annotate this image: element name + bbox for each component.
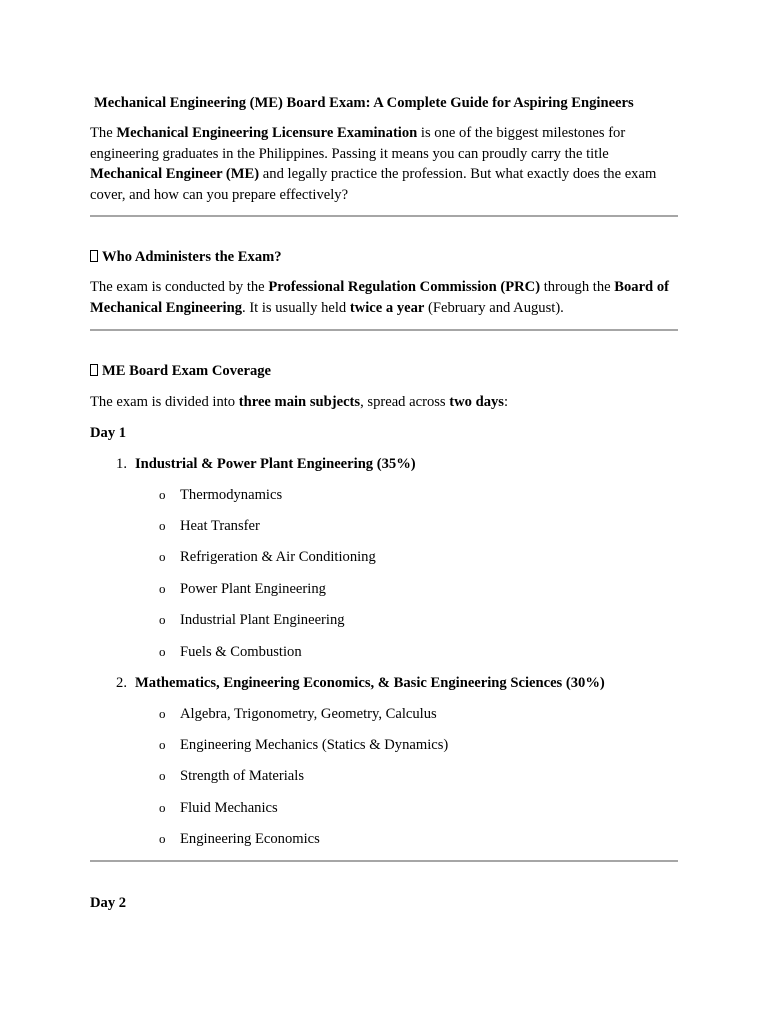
horizontal-rule <box>90 860 678 862</box>
day-2-label: Day 2 <box>90 895 127 911</box>
intro-text-2: is one of the biggest milestones for engineering graduates in the Philippines. Passing it means you can proudly carry the title <box>90 125 626 162</box>
topic-item: Strength of Materials <box>180 768 305 784</box>
list-number: 1. <box>116 456 127 472</box>
intro-bold-2: Mechanical Engineer (ME) <box>90 166 260 182</box>
intro-text-1: The <box>90 125 117 141</box>
topic-item: Heat Transfer <box>180 518 260 534</box>
coverage-bold-1: three main subjects <box>238 394 361 410</box>
bullet-icon: o <box>159 549 166 564</box>
admin-paragraph <box>90 277 680 318</box>
coverage-bold-2: two days <box>449 394 504 410</box>
book-icon <box>90 364 98 376</box>
admin-bold-2: Board of Mechanical Engineering <box>90 279 669 316</box>
horizontal-rule <box>90 215 678 217</box>
admin-bold-3: twice a year <box>349 299 425 316</box>
topic-item: Power Plant Engineering <box>180 581 326 597</box>
intro-text-3: and legally practice the profession. But what exactly does the exam cover, and how can you prepare effectively? <box>90 166 657 203</box>
section-heading-admin-text: Who Administers the Exam? <box>102 249 282 265</box>
topic-item: Industrial Plant Engineering <box>180 612 345 628</box>
topic-item: Algebra, Trigonometry, Geometry, Calculus <box>180 706 437 722</box>
section-heading-coverage <box>90 361 271 382</box>
bullet-icon: o <box>159 831 166 846</box>
topic-item: Thermodynamics <box>180 487 283 503</box>
horizontal-rule <box>90 329 678 331</box>
bullet-icon: o <box>159 737 166 752</box>
bullet-icon: o <box>159 612 166 627</box>
bullet-icon: o <box>159 768 166 783</box>
bullet-icon: o <box>159 706 166 721</box>
coverage-text-3: : <box>503 394 509 410</box>
coverage-text-2: , spread across <box>360 394 450 410</box>
subject-title: Mathematics, Engineering Economics, & Basic Engineering Sciences (30%) <box>135 675 605 691</box>
topic-item: Refrigeration & Air Conditioning <box>180 549 376 565</box>
coverage-text-1: The exam is divided into <box>90 394 239 410</box>
document-title: Mechanical Engineering (ME) Board Exam: A Complete Guide for Aspiring Engineers <box>94 95 634 111</box>
info-icon <box>90 250 98 262</box>
subject-title: Industrial & Power Plant Engineering (35%) <box>135 456 416 472</box>
coverage-paragraph <box>90 392 508 413</box>
bullet-icon: o <box>159 644 166 659</box>
bullet-icon: o <box>159 581 166 596</box>
topic-item: Engineering Mechanics (Statics & Dynamics) <box>180 737 449 753</box>
topic-item: Engineering Economics <box>180 831 320 847</box>
intro-paragraph <box>90 123 680 205</box>
bullet-icon: o <box>159 800 166 815</box>
day-1-label: Day 1 <box>90 425 127 441</box>
intro-bold-1: Mechanical Engineering Licensure Examination <box>116 125 418 141</box>
list-number: 2. <box>116 675 127 691</box>
section-heading-coverage-text: ME Board Exam Coverage <box>102 363 272 379</box>
section-heading-admin <box>90 247 282 268</box>
admin-text-2: through the <box>540 279 615 295</box>
bullet-icon: o <box>159 518 166 533</box>
admin-bold-1: Professional Regulation Commission (PRC) <box>268 279 541 295</box>
admin-text-1: The exam is conducted by the <box>90 279 269 295</box>
admin-text-3: . It is usually held <box>242 299 350 316</box>
bullet-icon: o <box>159 487 166 502</box>
admin-text-4: (February and August). <box>424 299 564 316</box>
topic-item: Fluid Mechanics <box>180 800 278 816</box>
topic-item: Fuels & Combustion <box>180 644 302 660</box>
